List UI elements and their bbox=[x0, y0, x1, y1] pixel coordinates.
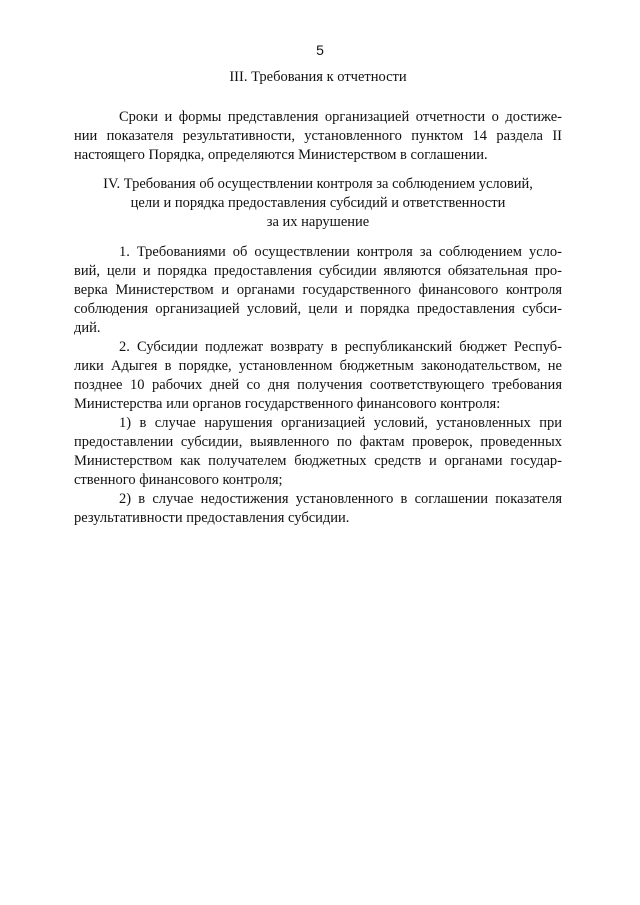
paragraph-line: соблюдения организацией условий, цели и порядка предоставления субси- bbox=[74, 301, 562, 317]
paragraph-line: Министерства или органов государственного финансового контроля: bbox=[74, 396, 501, 412]
page-number: 5 bbox=[316, 42, 324, 58]
paragraph-line: 1. Требованиями об осуществлении контроля за соблюдением усло- bbox=[119, 244, 562, 260]
paragraph-line: настоящего Порядка, определяются Министерством в соглашении. bbox=[74, 147, 488, 163]
section-4-heading-line: за их нарушение bbox=[266, 214, 370, 230]
paragraph-line: позднее 10 рабочих дней со дня получения соответствующего требования bbox=[74, 377, 562, 393]
section-4-heading-line: IV. Требования об осуществлении контроля за соблюдением условий, bbox=[103, 176, 533, 192]
section-4-heading bbox=[74, 175, 562, 232]
paragraph-line: результативности предоставления субсидии. bbox=[74, 510, 350, 526]
section-4-paragraph-2 bbox=[74, 338, 562, 414]
paragraph-line: нии показателя результативности, установленного пунктом 14 раздела II bbox=[74, 128, 562, 144]
section-3-paragraph bbox=[74, 108, 562, 165]
paragraph-line: лики Адыгея в порядке, установленном бюджетным законодательством, не bbox=[74, 358, 562, 374]
paragraph-line: Министерством как получателем бюджетных средств и органами государ- bbox=[74, 453, 562, 469]
paragraph-line: вий, цели и порядка предоставления субсидии являются обязательная про- bbox=[74, 263, 562, 279]
section-4-paragraph-4 bbox=[74, 490, 562, 528]
section-4-heading-line: цели и порядка предоставления субсидий и ответственности bbox=[130, 195, 506, 211]
section-4-paragraph-3 bbox=[74, 414, 562, 490]
paragraph-line: Сроки и формы представления организацией отчетности о достиже- bbox=[119, 109, 562, 125]
paragraph-line: 2. Субсидии подлежат возврату в республиканский бюджет Респуб- bbox=[119, 339, 562, 355]
section-4-paragraph-1 bbox=[74, 243, 562, 338]
paragraph-line: 1) в случае нарушения организацией условий, установленных при bbox=[119, 415, 562, 431]
paragraph-line: дий. bbox=[74, 320, 101, 336]
section-3-heading bbox=[74, 68, 562, 87]
paragraph-line: предоставлении субсидии, выявленного по фактам проверок, проведенных bbox=[74, 434, 562, 450]
paragraph-line: верка Министерством и органами государственного финансового контроля bbox=[74, 282, 562, 298]
paragraph-line: 2) в случае недостижения установленного в соглашении показателя bbox=[119, 491, 562, 507]
section-3-heading-text: III. Требования к отчетности bbox=[229, 69, 407, 85]
paragraph-line: ственного финансового контроля; bbox=[74, 472, 283, 488]
